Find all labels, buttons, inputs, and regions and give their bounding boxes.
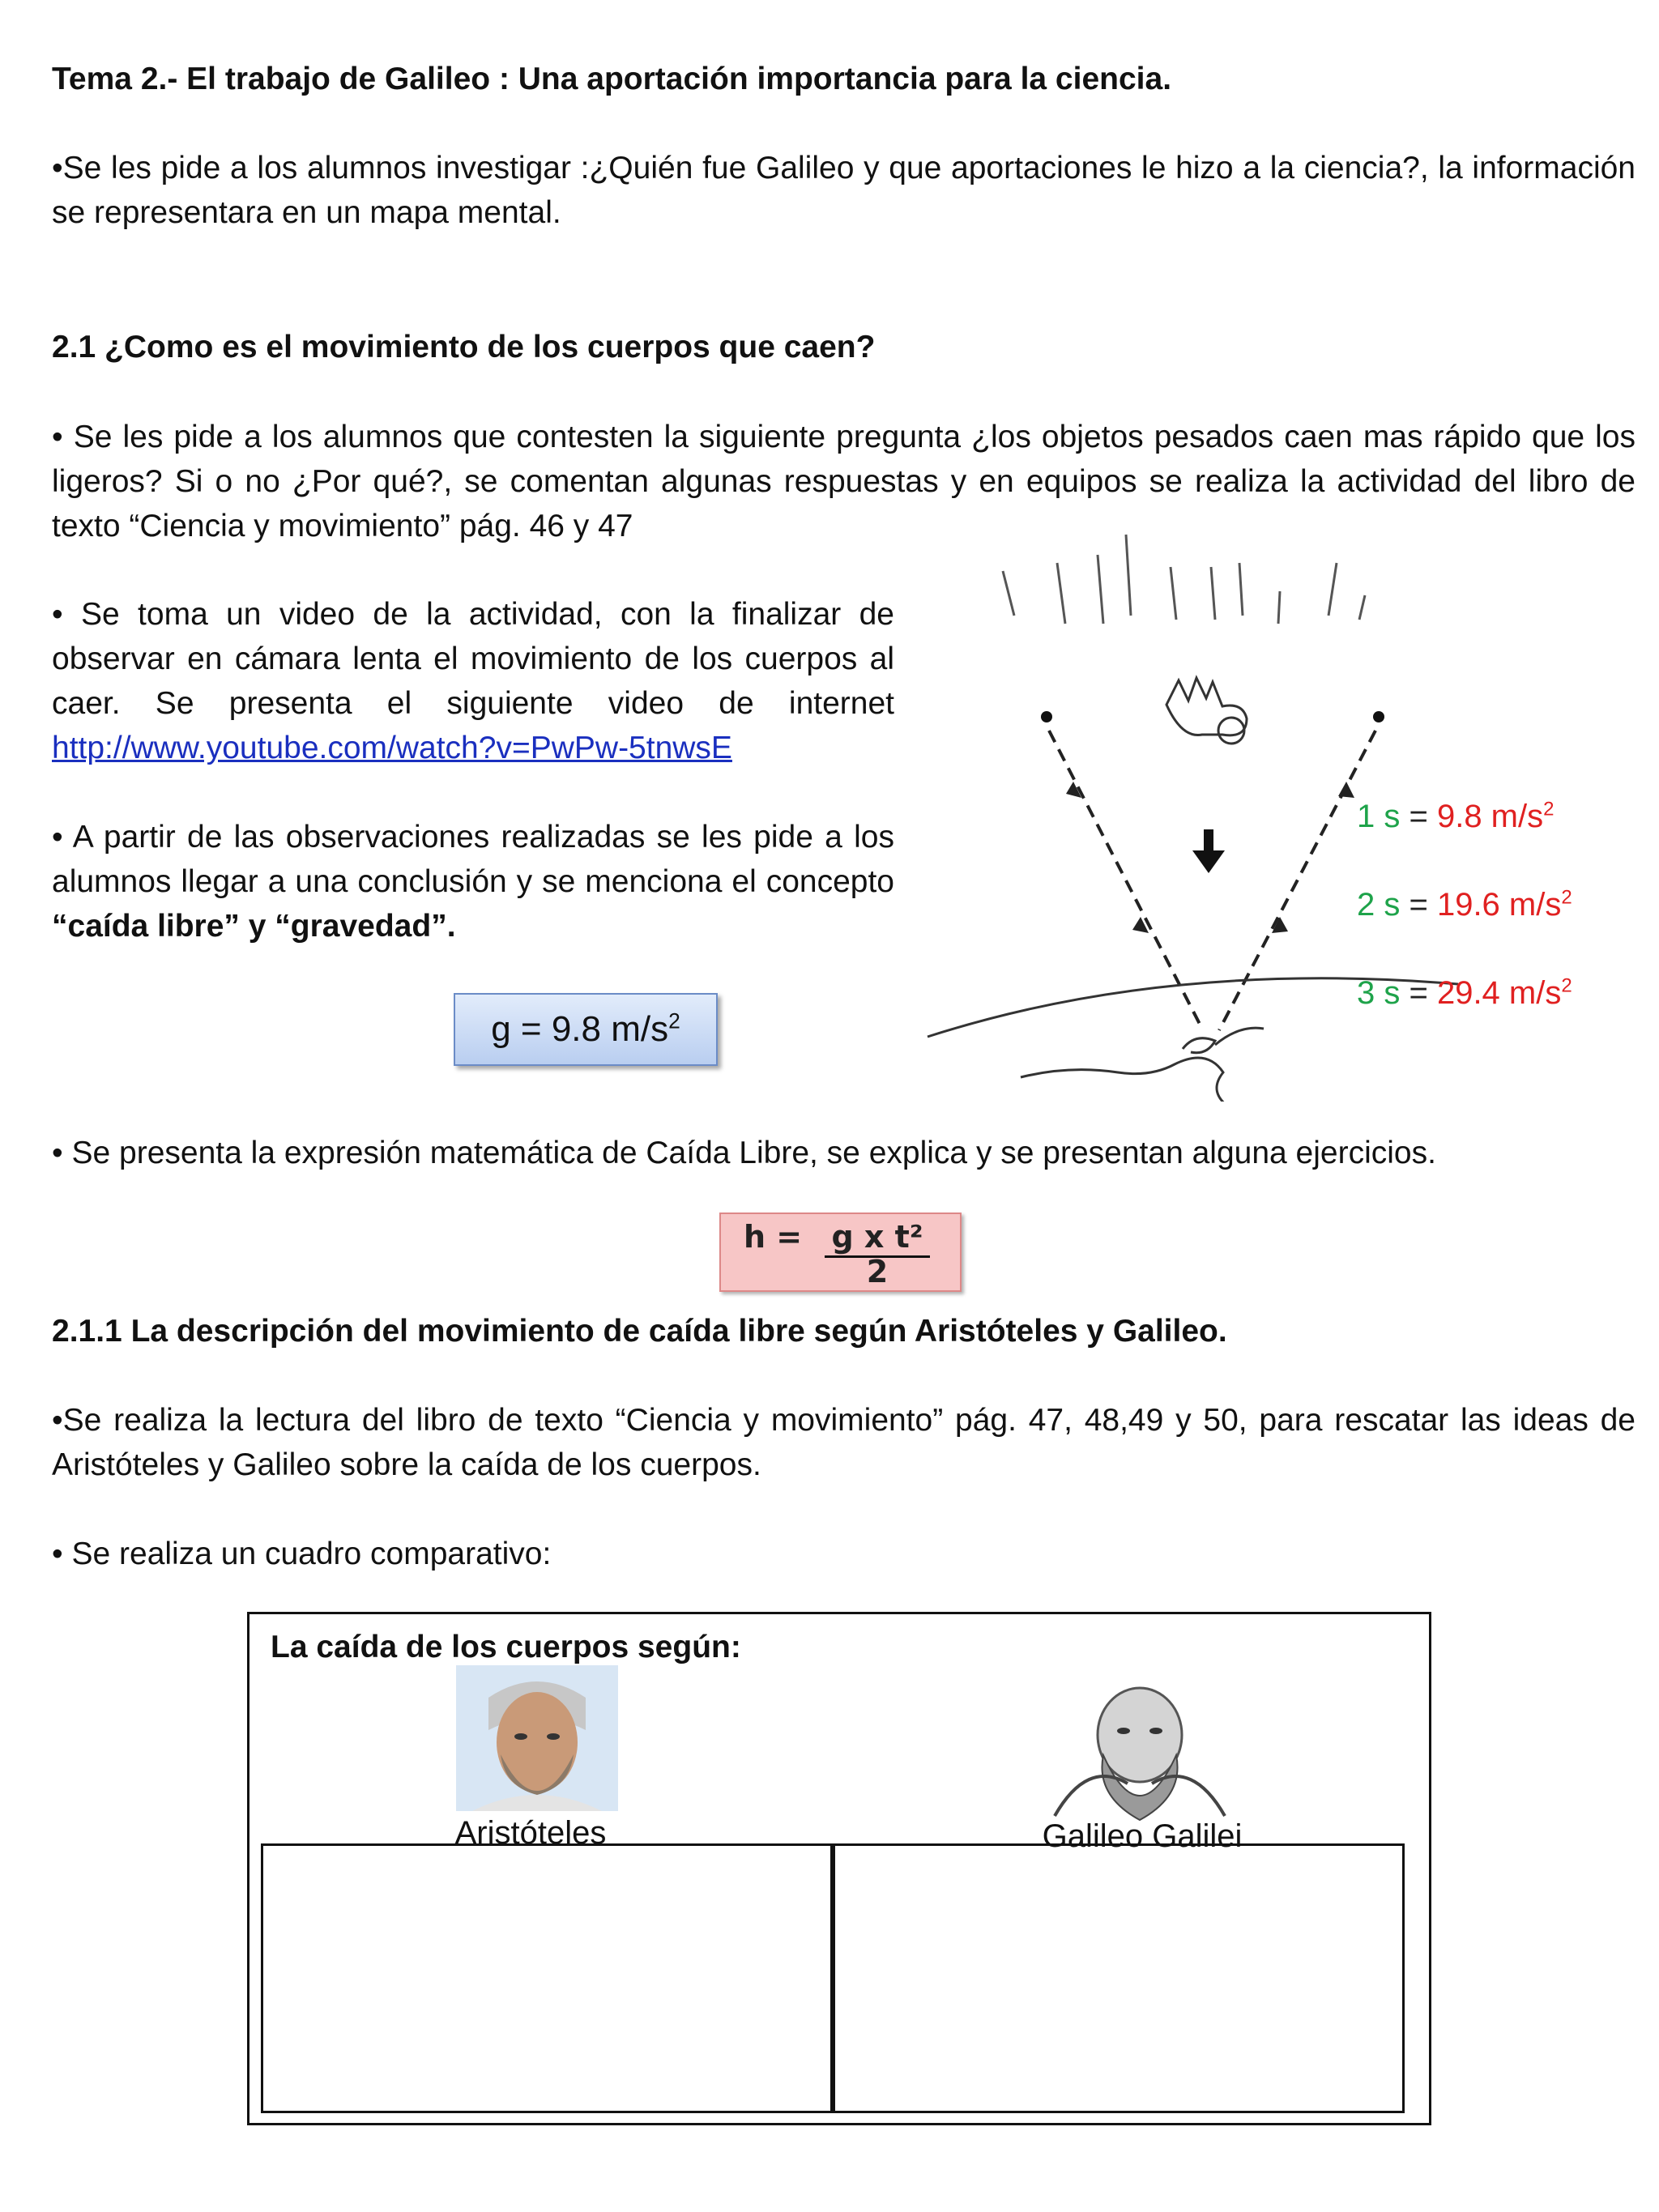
aristotle-name: Aristóteles xyxy=(454,1815,607,1851)
right-ball xyxy=(1373,711,1384,722)
aristotle-portrait xyxy=(456,1665,618,1811)
bullet3-bold: “caída libre” y “gravedad”. xyxy=(52,909,456,944)
falling-figure-icon xyxy=(1166,678,1247,744)
left-ball xyxy=(1041,711,1052,722)
galileo-portrait xyxy=(1038,1678,1241,1824)
section-2-1-bullet2 xyxy=(52,592,894,770)
tema-title: Tema 2.- El trabajo de Galileo : Una aportación importancia para la ciencia. xyxy=(52,62,1172,96)
continent-outline xyxy=(1021,1028,1264,1102)
youtube-link[interactable]: http://www.youtube.com/watch?v=PwPw-5tnwsE xyxy=(52,731,732,765)
section-2-1-bullet4: • Se presenta la expresión matemática de Caída Libre, se explica y se presentan alguna ejercicios. xyxy=(52,1136,1436,1170)
free-fall-formula: h = g x t² 2 xyxy=(719,1213,962,1292)
table-heading: La caída de los cuerpos según: xyxy=(271,1630,741,1664)
right-trajectory xyxy=(1219,731,1375,1030)
section-2-1-bullet1: • Se les pide a los alumnos que contesten la siguiente pregunta ¿los objetos pesados caen mas rápido que los ligeros? Si o no ¿Por qué?, se comentan algunas respuestas y en equipos se realiza la actividad del libro de texto “Ciencia y movimiento” pág. 46 y 47 xyxy=(52,420,1636,543)
tema-bullet: •Se les pide a los alumnos investigar :¿Quién fue Galileo y que aportaciones le hizo a la ciencia?, la información se representara en un mapa mental. xyxy=(52,151,1636,230)
velocity-2: 2 s = 19.6 $m/s^2$ xyxy=(1357,886,1572,923)
g-equation-box: g = 9.8 $m/s^2$ xyxy=(454,993,718,1066)
galileo-answer-cell[interactable] xyxy=(830,1843,1405,2113)
section-2-1-bullet3 xyxy=(52,815,894,948)
section-2-1-1-bullet1: •Se realiza la lectura del libro de texto “Ciencia y movimiento” pág. 47, 48,49 y 50, para rescatar las ideas de Aristóteles y Galileo sobre la caída de los cuerpos. xyxy=(52,1403,1636,1482)
velocity-3: 3 s = 29.4 $m/s^2$ xyxy=(1357,974,1572,1011)
bullet3-text: • A partir de las observaciones realizadas se les pide a los alumnos llegar a una conclusión y se menciona el concepto xyxy=(52,820,894,899)
section-2-1-1-bullet2: • Se realiza un cuadro comparativo: xyxy=(52,1536,552,1571)
g-equation: g = 9.8 m/s xyxy=(491,1009,669,1049)
bullet2-text: • Se toma un video de la actividad, con la finalizar de observar en cámara lenta el movimiento de los cuerpos al caer. Se presenta el siguiente video de internet xyxy=(52,597,894,721)
down-arrow-icon xyxy=(1192,829,1225,873)
velocity-1: 1 s = 9.8 $m/s^2$ xyxy=(1357,798,1555,834)
aristotle-answer-cell[interactable] xyxy=(261,1843,835,2113)
section-2-1-1-title: 2.1.1 La descripción del movimiento de caída libre según Aristóteles y Galileo. xyxy=(52,1314,1227,1349)
air-streaks xyxy=(1003,535,1365,624)
section-2-1-title: 2.1 ¿Como es el movimiento de los cuerpos que caen? xyxy=(52,330,876,364)
galileo-name: Galileo Galilei xyxy=(1042,1818,1243,1854)
